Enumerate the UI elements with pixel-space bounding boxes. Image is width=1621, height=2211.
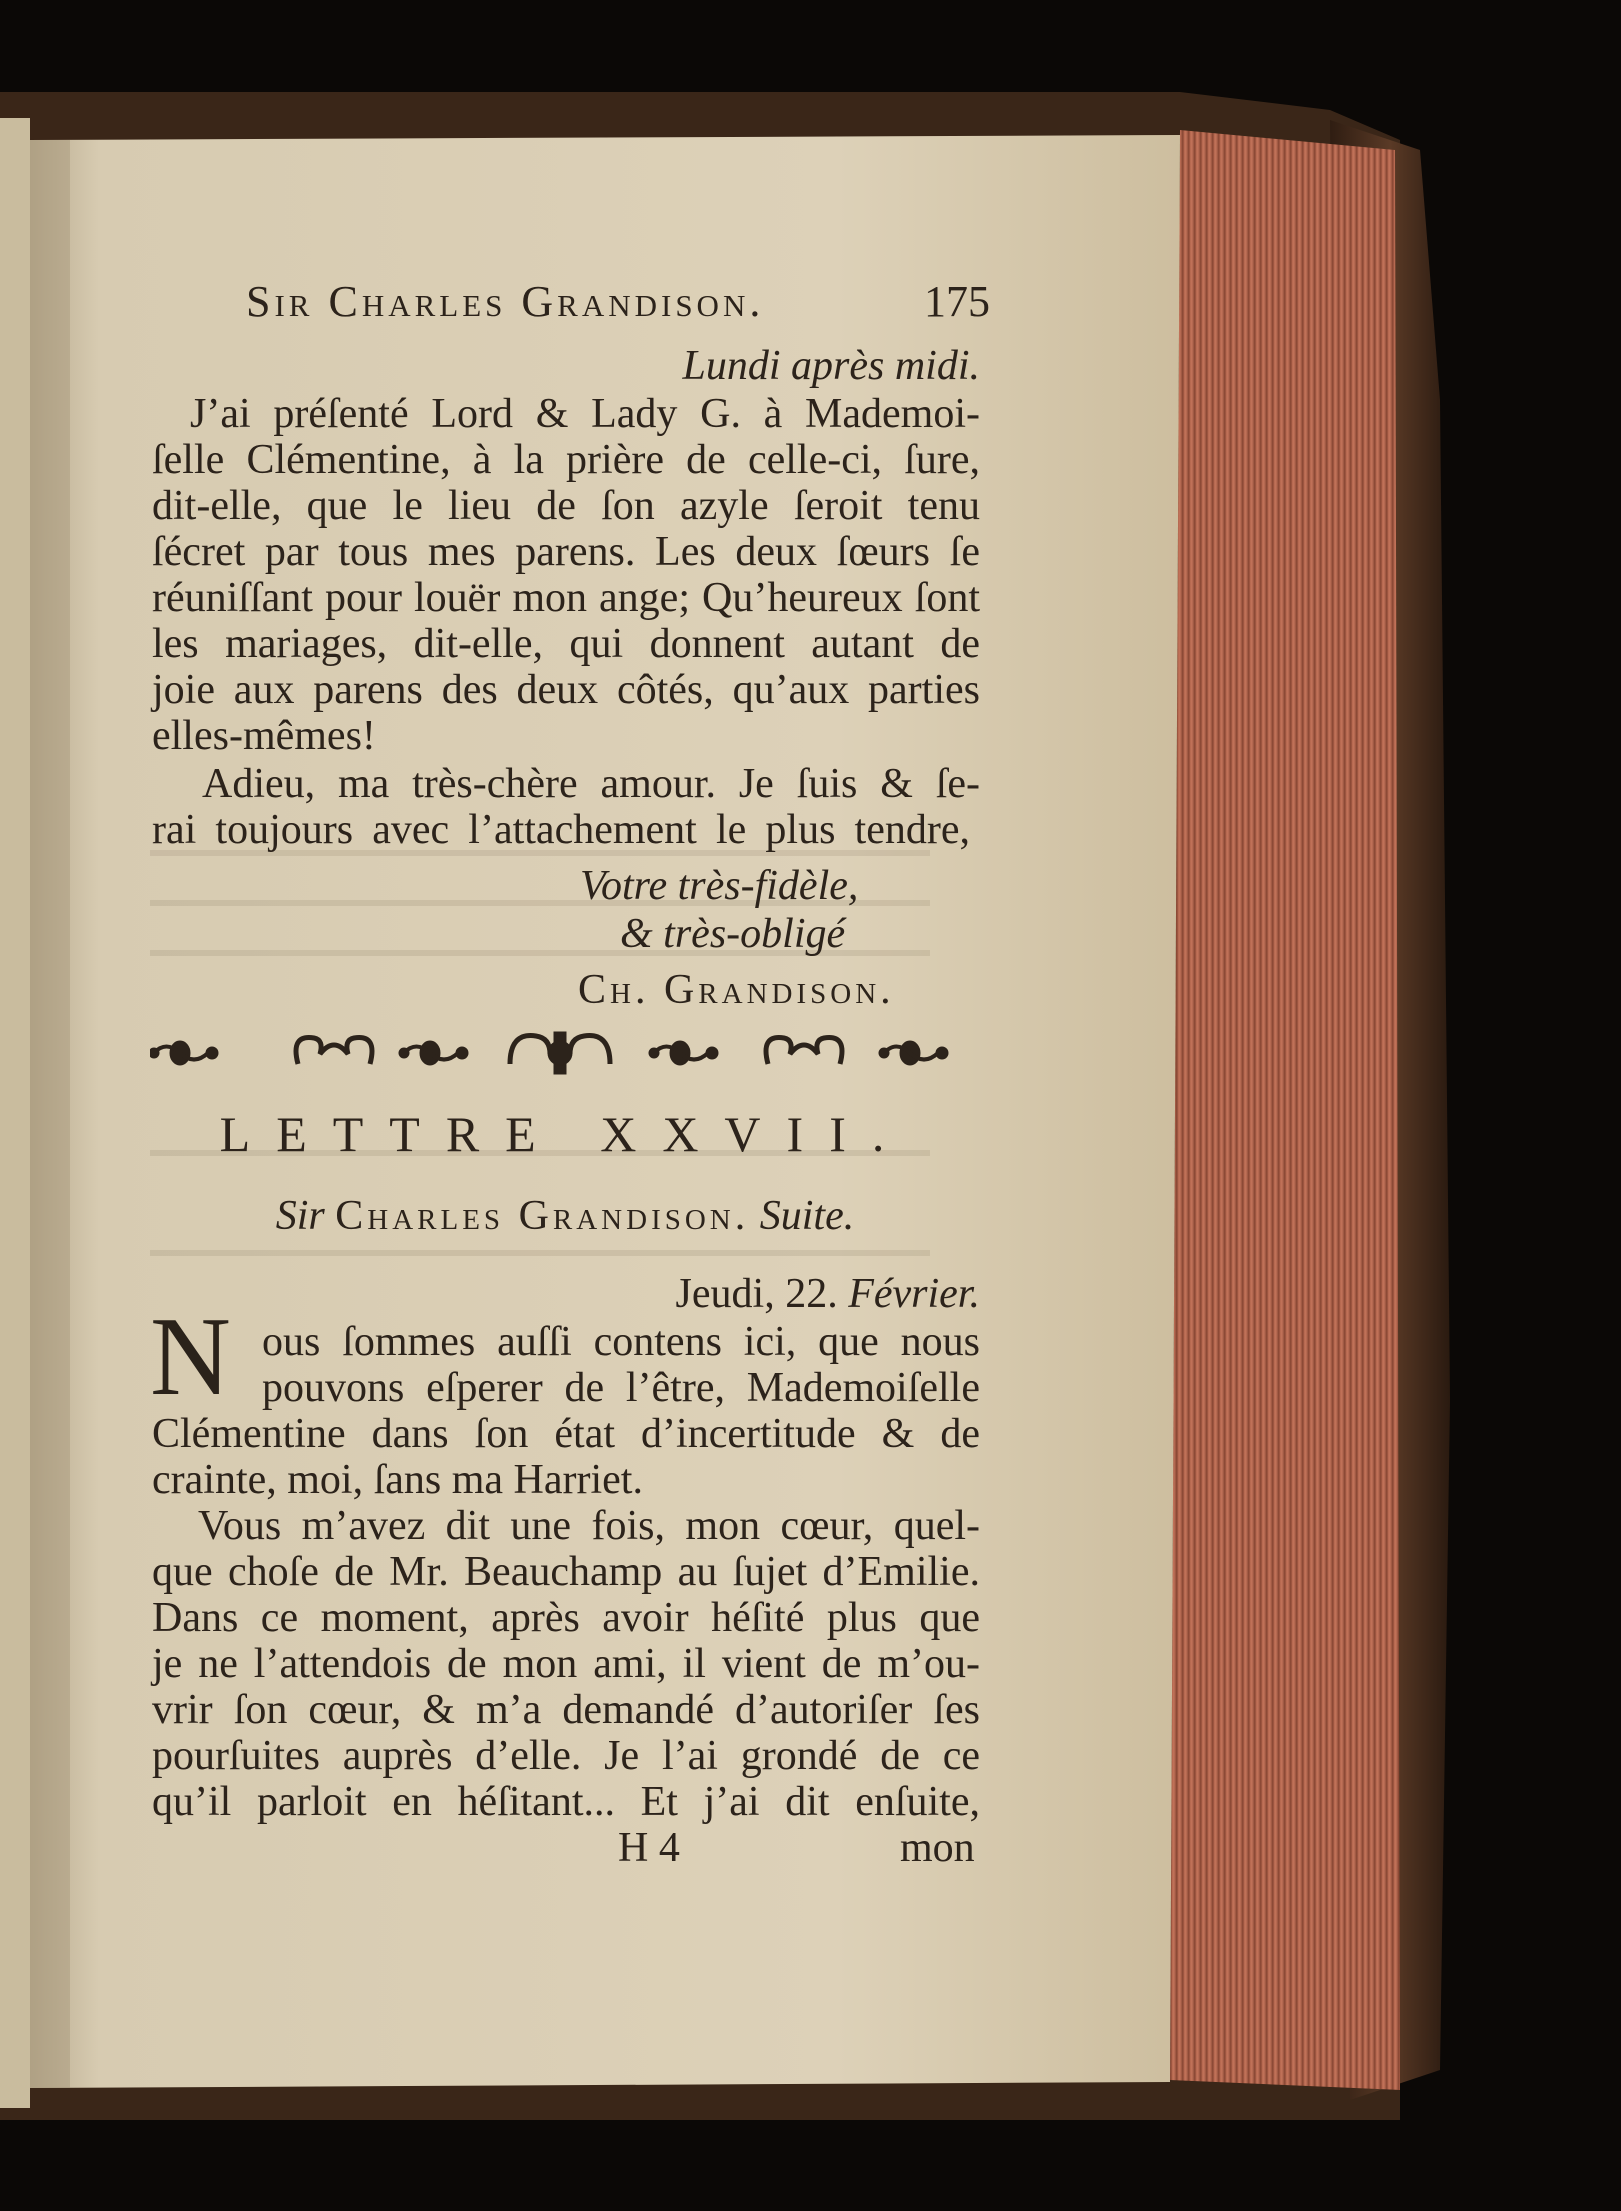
dateline-month: Février.	[848, 1271, 980, 1317]
paragraph-3-line-1: ous ſommes auſſi contens ici, que nous	[262, 1319, 980, 1365]
paragraph-1-line-6: les mariages, dit-elle, qui donnent autant de	[152, 621, 980, 667]
signature: Ch. Grandison.	[578, 967, 895, 1013]
paragraph-3-line-4: crainte, moi, ſans ma Harriet.	[152, 1457, 643, 1503]
letter-subtitle	[150, 1192, 980, 1240]
paragraph-4-line-4: je ne l’attendois de mon ami, il vient de m’ou-	[152, 1641, 980, 1687]
letter-title: LETTRE XXVII.	[219, 1106, 911, 1162]
paragraph-4-line-2: que choſe de Mr. Beauchamp au ſujet d’Emilie.	[152, 1549, 980, 1595]
closing-line-1: Votre très-fidèle,	[580, 863, 859, 909]
paragraph-1-line-7: joie aux parens des deux côtés, qu’aux parties	[152, 667, 980, 713]
paragraph-4-line-6: pourſuites auprès d’elle. Je l’ai grondé de ce	[152, 1733, 980, 1779]
paragraph-2-line-2: rai toujours avec l’attachement le plus tendre,	[152, 807, 970, 853]
catchword: mon	[900, 1825, 975, 1871]
paragraph-3-line-2: pouvons eſperer de l’être, Mademoiſelle	[262, 1365, 980, 1411]
paragraph-4-line-3: Dans ce moment, après avoir héſité plus que	[152, 1595, 980, 1641]
paragraph-2-line-1: Adieu, ma très-chère amour. Je ſuis & ſe-	[202, 761, 980, 807]
paragraph-3-line-3: Clémentine dans ſon état d’incertitude & de	[152, 1411, 980, 1457]
paragraph-1-line-2: ſelle Clémentine, à la prière de celle-ci, ſure,	[152, 437, 980, 483]
paragraph-1-line-4: ſécret par tous mes parens. Les deux ſœurs ſe	[152, 529, 980, 575]
ornament-band-icon	[150, 1024, 980, 1082]
paragraph-4-line-1: Vous m’avez dit une fois, mon cœur, quel-	[198, 1503, 980, 1549]
paragraph-4-line-5: vrir ſon cœur, & m’a demandé d’autoriſer ſes	[152, 1687, 980, 1733]
subtitle-suite: Suite.	[759, 1193, 855, 1239]
closing-line-2: & très-obligé	[620, 911, 846, 957]
running-head: Sir Charles Grandison.	[246, 277, 765, 326]
paragraph-1-line-1: J’ai préſenté Lord & Lady G. à Mademoi-	[190, 391, 980, 437]
dateline-thursday	[150, 1270, 980, 1318]
drop-cap: N	[150, 1295, 231, 1419]
paragraph-1-line-8: elles-mêmes!	[152, 713, 376, 759]
paragraph-1-line-3: dit-elle, que le lieu de ſon azyle ſeroit tenu	[152, 483, 980, 529]
dateline-day: Jeudi, 22.	[675, 1271, 838, 1317]
paragraph-1-line-5: réuniſſant pour louër mon ange; Qu’heureux ſont	[152, 575, 980, 621]
subtitle-name: Charles Grandison.	[335, 1193, 750, 1239]
dateline-monday: Lundi après midi.	[682, 343, 980, 389]
page-number: 175	[924, 277, 990, 326]
subtitle-sir: Sir	[275, 1193, 325, 1239]
paragraph-4-line-7: qu’il parloit en héſitant... Et j’ai dit enſuite,	[152, 1779, 980, 1825]
signature-mark: H 4	[618, 1825, 680, 1871]
